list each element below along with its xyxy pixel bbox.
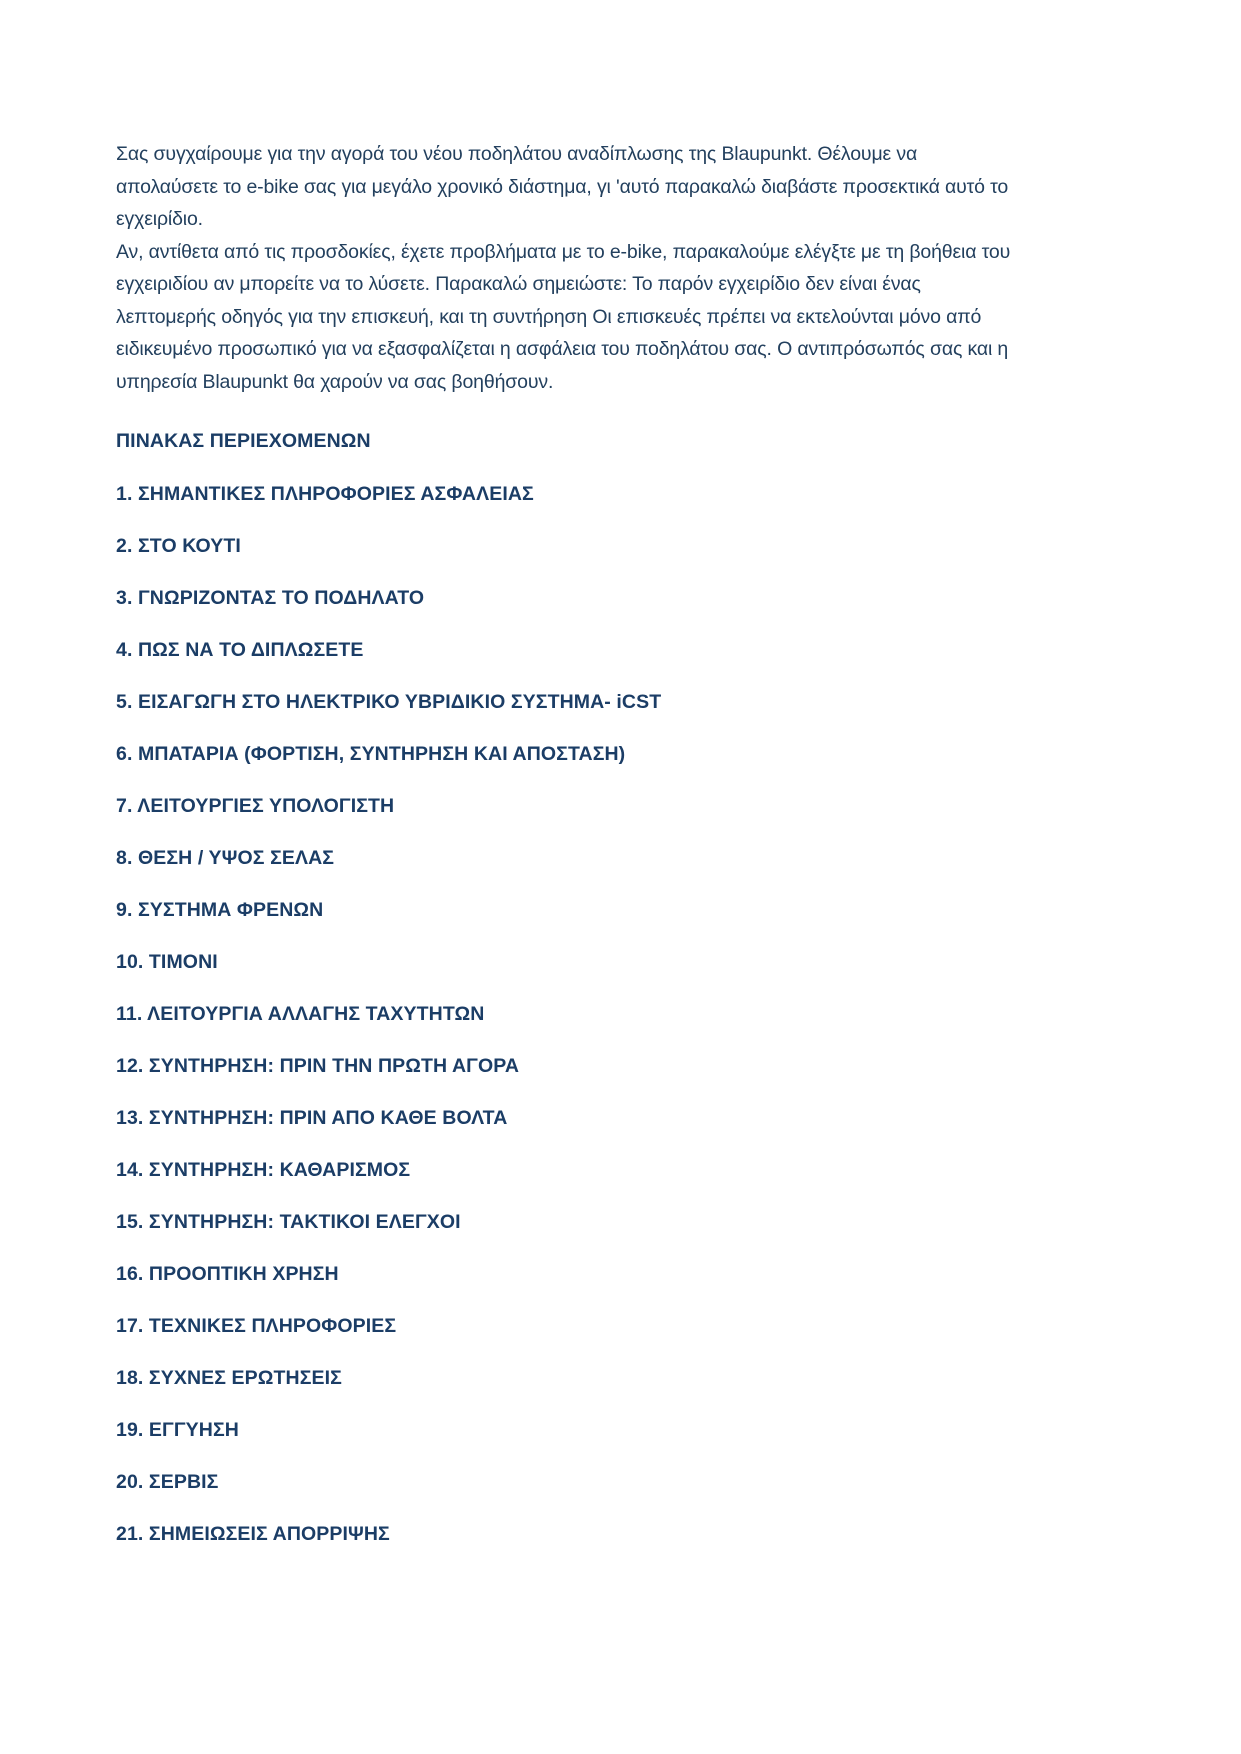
toc-item[interactable]: 16. ΠΡΟΟΠΤΙΚΗ ΧΡΗΣΗ xyxy=(116,1263,339,1285)
toc-item[interactable]: 9. ΣΥΣΤΗΜΑ ΦΡΕΝΩΝ xyxy=(116,899,324,921)
toc-item[interactable]: 17. ΤΕΧΝΙΚΕΣ ΠΛΗΡΟΦΟΡΙΕΣ xyxy=(116,1315,397,1337)
toc-item[interactable]: 11. ΛΕΙΤΟΥΡΓΙΑ ΑΛΛΑΓΗΣ ΤΑΧΥΤΗΤΩΝ xyxy=(116,1003,485,1025)
toc-item[interactable]: 2. ΣΤΟ ΚΟΥΤΙ xyxy=(116,535,241,557)
toc-item[interactable]: 10. ΤΙΜΟΝΙ xyxy=(116,951,218,973)
toc-item[interactable]: 12. ΣΥΝΤΗΡΗΣΗ: ΠΡΙΝ ΤΗΝ ΠΡΩΤΗ ΑΓΟΡΑ xyxy=(116,1055,520,1077)
toc-item[interactable]: 18. ΣΥΧΝΕΣ ΕΡΩΤΗΣΕΙΣ xyxy=(116,1367,342,1389)
toc-item[interactable]: 13. ΣΥΝΤΗΡΗΣΗ: ΠΡΙΝ ΑΠΟ ΚΑΘΕ ΒΟΛΤΑ xyxy=(116,1107,508,1129)
toc-item[interactable]: 6. ΜΠΑΤΑΡΙΑ (ΦΟΡΤΙΣΗ, ΣΥΝΤΗΡΗΣΗ ΚΑΙ ΑΠΟΣΤΑΣΗ) xyxy=(116,743,626,765)
toc-item[interactable]: 7. ΛΕΙΤΟΥΡΓΙΕΣ ΥΠΟΛΟΓΙΣΤΗ xyxy=(116,795,395,817)
toc-item[interactable]: 8. ΘΕΣΗ / ΥΨΟΣ ΣΕΛΑΣ xyxy=(116,847,335,869)
table-of-contents xyxy=(116,479,1016,1549)
toc-item[interactable]: 4. ΠΩΣ ΝΑ ΤΟ ΔΙΠΛΩΣΕΤΕ xyxy=(116,639,364,661)
toc-item[interactable]: 5. ΕΙΣΑΓΩΓΗ ΣΤΟ ΗΛΕΚΤΡΙΚΟ ΥΒΡΙΔΙΚΙΟ ΣΥΣΤΗΜΑ- iCST xyxy=(116,691,662,713)
intro-paragraph-congratulations: Σας συγχαίρουμε για την αγορά του νέου ποδηλάτου αναδίπλωσης της Blaupunkt. Θέλουμε να απολαύσετε το e-bike σας για μεγάλο χρονικό διάστημα, γι 'αυτό παρακαλώ διαβάστε προσεκτικά αυτό το εγχειρίδιο. xyxy=(116,143,1009,230)
intro-text xyxy=(116,138,1016,398)
intro-paragraph-troubleshooting: Αν, αντίθετα από τις προσδοκίες, έχετε προβλήματα με το e-bike, παρακαλούμε ελέγξτε με τη βοήθεια του εγχειριδίου αν μπορείτε να το λύσετε. Παρακαλώ σημειώστε: Το παρόν εγχειρίδιο δεν είναι ένας λεπτομερής οδηγός για την επισκευή, και τη συντήρηση Οι επισκευές πρέπει να εκτελούνται μόνο από ειδικευμένο προσωπικό για να εξασφαλίζεται η ασφάλεια του ποδηλάτου σας. Ο αντιπρόσωπός σας και η υπηρεσία Blaupunkt θα χαρούν να σας βοηθήσουν. xyxy=(116,240,1011,393)
toc-item[interactable]: 15. ΣΥΝΤΗΡΗΣΗ: ΤΑΚΤΙΚΟΙ ΕΛΕΓΧΟΙ xyxy=(116,1211,461,1233)
document-page xyxy=(116,138,1016,1549)
toc-item[interactable]: 21. ΣΗΜΕΙΩΣΕΙΣ ΑΠΟΡΡΙΨΗΣ xyxy=(116,1523,390,1545)
toc-item[interactable]: 19. ΕΓΓΥΗΣΗ xyxy=(116,1419,239,1441)
toc-item[interactable]: 1. ΣΗΜΑΝΤΙΚΕΣ ΠΛΗΡΟΦΟΡΙΕΣ ΑΣΦΑΛΕΙΑΣ xyxy=(116,483,534,505)
toc-item[interactable]: 20. ΣΕΡΒΙΣ xyxy=(116,1471,219,1493)
toc-heading: ΠΙΝΑΚΑΣ ΠΕΡΙΕΧΟΜΕΝΩΝ xyxy=(116,430,371,452)
toc-item[interactable]: 3. ΓΝΩΡΙΖΟΝΤΑΣ ΤΟ ΠΟΔΗΛΑΤΟ xyxy=(116,587,425,609)
toc-item[interactable]: 14. ΣΥΝΤΗΡΗΣΗ: ΚΑΘΑΡΙΣΜΟΣ xyxy=(116,1159,411,1181)
